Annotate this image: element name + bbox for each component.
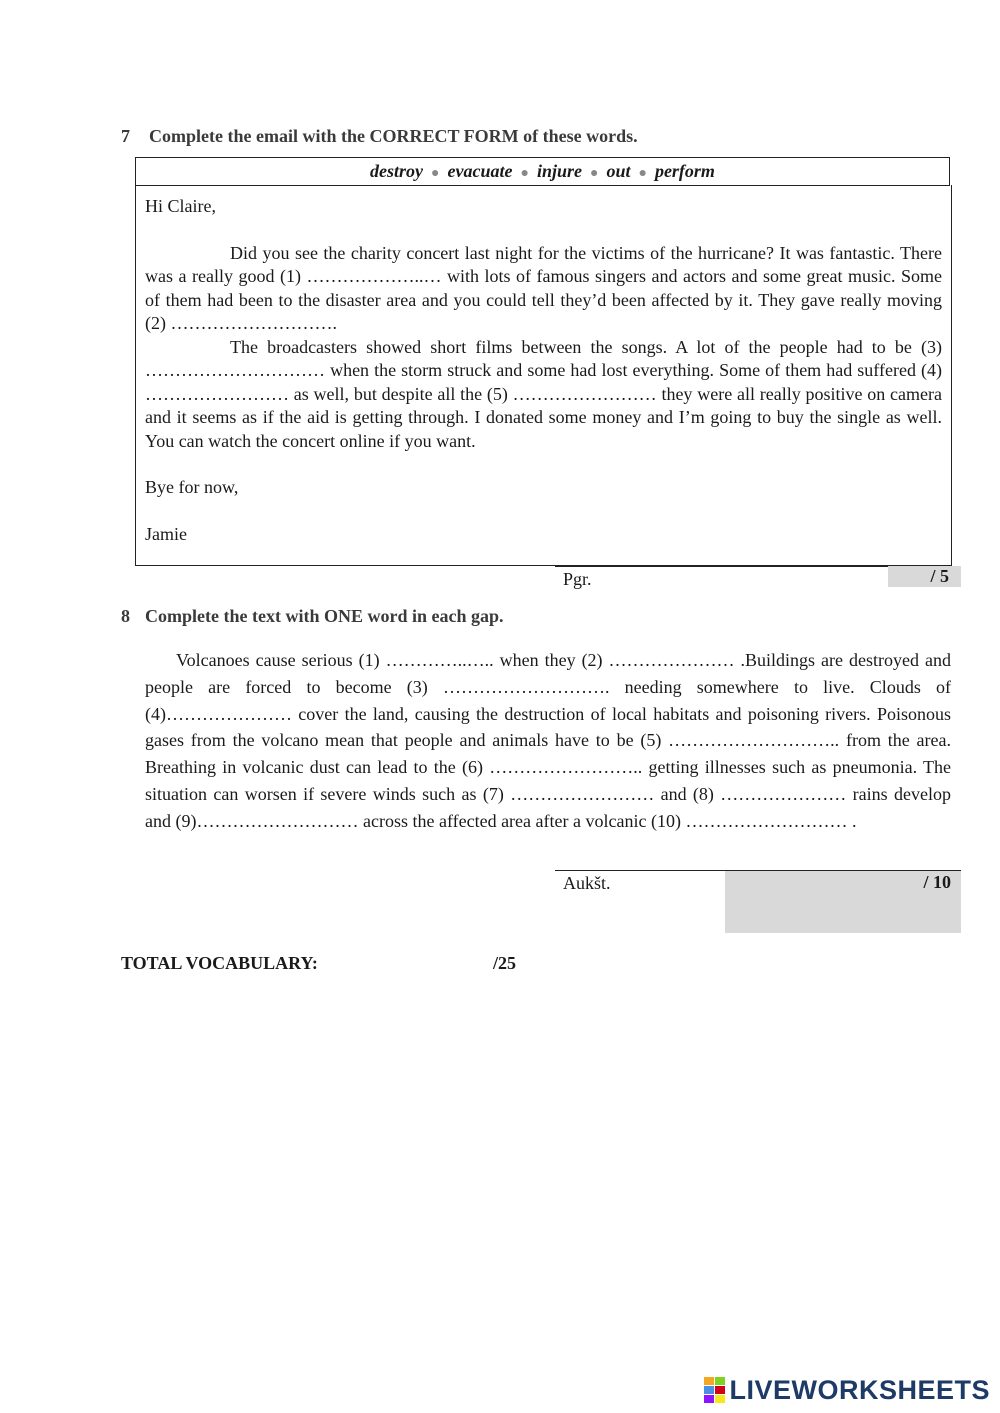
exercise-8-paragraph: Volcanoes cause serious (1) …………..….. when they (2) ………………… .Buildings are destroyed and people are forced to become (3) ………………………. needing somewhere to live. Clouds of (4)………………… cover the land, causing the destruction of local habitats and poisoning rivers. Poisonous gases from the volcano mean that people and animals have to be (5) ……………………….. from the area. Breathing in volcanic dust can lead to the (6) …………………….. getting illnesses such as pneumonia. The situation can worsen if severe winds such as (7) …………………… and (8) ………………… rains develop and (9)……………………… across the affected area after a volcanic (10) ……………………… .	[145, 650, 951, 831]
email-paragraph-2: The broadcasters showed short films between the songs. A lot of the people had to be (3) ………………………… when the storm struck and some had lost everything. Some of them had suffered (4) …………………… as well, but despite all the (5) …………………… they were all really positive on camera and it seems as if the aid is getting through. I donated some money and I’m going to buy the single as well. You can watch the concert online if you want.	[145, 336, 942, 451]
exercise-7-instruction: Complete the email with the CORRECT FORM of these words.	[149, 126, 638, 146]
email-box	[135, 185, 952, 566]
exercise-7-score-total: / 5	[888, 566, 961, 587]
exercise-7-score-label: Pgr.	[555, 566, 888, 586]
exercise-8-text	[145, 647, 951, 835]
logo-blocks-icon	[704, 1377, 726, 1403]
exercise-8-instruction: Complete the text with ONE word in each gap.	[145, 606, 504, 626]
bullet-icon: ●	[589, 166, 599, 181]
email-paragraph-1: Did you see the charity concert last night for the victims of the hurricane? It was fantastic. There was a really good (1) ………………..… with lots of famous singers and actors and some great music. Some of them had been to the disaster area and you could tell they’d been affected by it. They gave really moving (2) ……………………….	[145, 242, 942, 333]
bullet-icon: ●	[431, 166, 440, 181]
word-3: injure	[536, 161, 582, 181]
logo-text: LIVEWORKSHEETS	[729, 1374, 990, 1405]
liveworksheets-logo	[704, 1375, 990, 1405]
word-1: destroy	[370, 161, 424, 181]
exercise-8-heading	[121, 606, 503, 627]
total-vocabulary-score: /25	[493, 953, 517, 973]
email-closing: Bye for now,	[145, 477, 239, 497]
exercise-8-score-box	[725, 870, 961, 933]
exercise-8-score-total: / 10	[923, 872, 951, 892]
exercise-7-number: 7	[121, 126, 130, 146]
exercise-8-number: 8	[121, 606, 130, 626]
word-box	[135, 157, 950, 186]
exercise-7-heading	[121, 126, 638, 147]
bullet-icon: ●	[520, 166, 529, 181]
total-vocabulary-label: TOTAL VOCABULARY:	[121, 953, 318, 973]
word-4: out	[606, 161, 631, 181]
email-signature: Jamie	[145, 523, 187, 544]
bullet-icon: ●	[638, 166, 647, 181]
word-2: evacuate	[447, 161, 513, 181]
email-greeting: Hi Claire,	[145, 196, 216, 216]
word-5: perform	[654, 161, 715, 181]
exercise-8-score-label: Aukšt.	[555, 870, 725, 892]
